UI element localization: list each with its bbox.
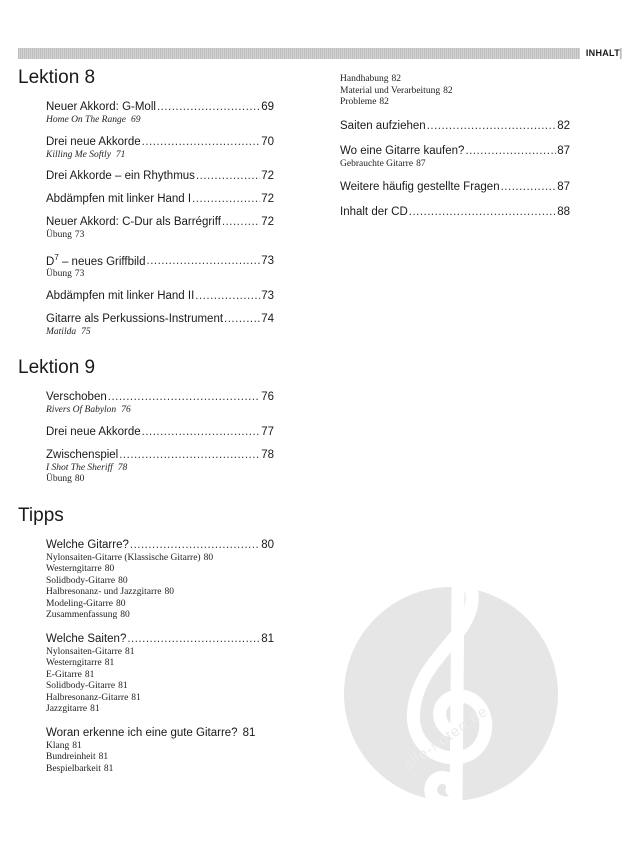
toc-subentry[interactable] — [46, 647, 274, 659]
toc-entry-title: Drei neue Akkorde — [46, 425, 141, 438]
section-heading: Lektion 8 — [18, 67, 96, 88]
subentry-page: 71 — [115, 149, 126, 160]
toc-entry-title: Verschoben — [46, 391, 107, 404]
page-number: 72 — [261, 216, 274, 228]
toc-entry-line[interactable] — [46, 448, 274, 463]
toc-subentry[interactable] — [340, 97, 570, 109]
toc-subentry[interactable] — [340, 74, 570, 86]
toc-subentry[interactable] — [46, 230, 274, 242]
page-number: 73 — [261, 255, 274, 268]
toc-entry-line[interactable] — [340, 180, 570, 195]
toc-entry-line[interactable] — [46, 632, 274, 647]
toc-entry — [46, 135, 274, 162]
subentry-title: Klang — [46, 740, 70, 751]
subentry-title: Gebrauchte Gitarre — [340, 158, 414, 169]
chord-superscript: 7 — [54, 252, 59, 262]
toc-entry — [46, 312, 274, 339]
subentry-page: 80 — [104, 564, 115, 575]
subentry-title: Material und Verarbeitung — [340, 85, 441, 96]
subentry-page: 82 — [391, 74, 402, 84]
section-heading: Tipps — [18, 504, 64, 526]
toc-entry-title: Wo eine Gitarre kaufen? — [340, 144, 465, 157]
toc-entry-title — [46, 250, 146, 270]
subentry-page: 81 — [84, 669, 95, 680]
toc-entry — [46, 448, 274, 486]
subentry-page: 80 — [164, 587, 175, 598]
subentry-page: 81 — [118, 681, 128, 692]
subentry-title: Halbresonanz- und Jazzgitarre — [46, 587, 162, 598]
page-number: 81 — [242, 726, 256, 739]
subentry-page: 81 — [124, 646, 135, 657]
dot-leader — [127, 632, 260, 647]
subentry-page: 73 — [74, 230, 85, 240]
subentry-page: 81 — [103, 763, 114, 774]
subentry-title: Nylonsaiten-Gitarre (Klassische Gitarre) — [46, 552, 201, 563]
page-number: 81 — [261, 632, 274, 645]
toc-entry-title: Abdämpfen mit linker Hand I — [46, 193, 192, 205]
toc-entry-title: Neuer Akkord: G-Moll — [46, 101, 156, 113]
toc-entry-title: Woran erkenne ich eine gute Gitarre? — [46, 726, 238, 739]
page-number: 88 — [557, 206, 570, 218]
toc-entry-title: Weitere häufig gestellte Fragen — [340, 181, 500, 193]
dot-leader — [409, 205, 556, 220]
dot-leader — [224, 312, 260, 327]
toc-subentry[interactable] — [340, 159, 570, 171]
subentry-page: 80 — [116, 598, 126, 609]
toc-entry — [340, 180, 570, 195]
subentry-title: Home On The Range — [46, 115, 126, 125]
toc-entry-line[interactable] — [46, 289, 274, 304]
subentry-page: 81 — [104, 658, 115, 669]
toc-entry — [46, 538, 274, 622]
subentry-title: Bespielbarkeit — [46, 763, 101, 774]
toc-entry — [340, 205, 570, 220]
subentry-page: 76 — [121, 405, 131, 416]
dot-leader — [108, 390, 260, 405]
toc-entry-line[interactable] — [46, 169, 274, 184]
toc-subentry[interactable] — [46, 670, 274, 682]
toc-subentry[interactable] — [46, 681, 274, 693]
toc-entry — [46, 169, 274, 184]
toc-entry — [46, 632, 274, 716]
dot-leader — [196, 169, 260, 184]
subentry-page: 81 — [98, 752, 109, 763]
toc-subentry[interactable] — [46, 587, 274, 599]
subentry-title: E-Gitarre — [46, 669, 82, 680]
subentry-title: Solidbody-Gitarre — [46, 575, 116, 586]
toc-entry-title: Zwischenspiel — [46, 448, 119, 461]
page-number: 87 — [557, 181, 570, 193]
subentry-title: Solidbody-Gitarre — [46, 681, 116, 692]
subentry-title: Rivers Of Babylon — [46, 405, 117, 416]
page-number: 74 — [261, 312, 274, 325]
subentry-title: Übung — [46, 230, 72, 240]
toc-entry — [46, 192, 274, 207]
toc-subentry[interactable] — [46, 564, 274, 576]
subentry-title: Probleme — [340, 97, 377, 107]
toc-entry-line[interactable] — [46, 135, 274, 150]
subentry-title: Bundreinheit — [46, 752, 96, 763]
page-number: 72 — [261, 193, 274, 205]
toc-subentry[interactable] — [46, 610, 274, 622]
subentry-title: I Shot The Sheriff — [46, 462, 113, 473]
subentry-page: 82 — [379, 97, 389, 107]
toc-entry — [46, 289, 274, 304]
toc-entry-line[interactable] — [46, 100, 274, 115]
subentry-page: 69 — [130, 115, 141, 125]
toc-entry — [46, 100, 274, 127]
subentry-page: 80 — [118, 575, 128, 586]
dot-leader — [147, 254, 261, 269]
watermark-text: alle-noten.de — [400, 702, 492, 774]
toc-entry-line[interactable] — [46, 312, 274, 327]
toc-entry-line[interactable] — [340, 205, 570, 220]
subentry-page: 81 — [72, 740, 82, 751]
toc-subentry[interactable] — [46, 474, 274, 486]
dot-leader — [222, 215, 260, 230]
subentry-page: 80 — [203, 552, 214, 563]
subentry-title: Handhabung — [340, 74, 389, 84]
toc-entry-title: Welche Saiten? — [46, 632, 127, 645]
toc-continued-subentries — [340, 74, 570, 109]
toc-entry-title: Abdämpfen mit linker Hand II — [46, 289, 195, 302]
toc-entry-line[interactable] — [46, 538, 274, 553]
toc-entry-line[interactable] — [46, 425, 274, 440]
toc-entry — [46, 390, 274, 417]
subentry-title: Nylonsaiten-Gitarre — [46, 646, 122, 657]
toc-entry-title: Welche Gitarre? — [46, 538, 129, 551]
subentry-title: Zusammenfassung — [46, 610, 118, 621]
section-heading: Lektion 9 — [18, 357, 96, 379]
page-number: 77 — [261, 425, 274, 438]
toc-subentry[interactable] — [46, 704, 274, 716]
subentry-page: 87 — [416, 158, 426, 169]
dot-leader — [427, 119, 557, 134]
toc-entry-line[interactable] — [46, 250, 274, 270]
toc-entry — [46, 726, 274, 776]
toc-subentry[interactable] — [46, 115, 274, 127]
page-number: 82 — [557, 119, 570, 132]
toc-entry — [46, 425, 274, 440]
subentry-title: Halbresonanz-Gitarre — [46, 692, 129, 703]
subentry-title: Matilda — [46, 326, 77, 337]
toc-entry-title: Saiten aufziehen — [340, 119, 426, 132]
toc-entry-line[interactable] — [46, 726, 274, 741]
subentry-page: 80 — [74, 474, 85, 485]
dot-leader — [192, 192, 260, 207]
toc-entry-line[interactable] — [46, 192, 274, 207]
toc-left-column — [18, 66, 274, 793]
subentry-page: 82 — [443, 85, 453, 96]
page-number: 76 — [261, 391, 274, 404]
page-number: 73 — [261, 289, 274, 302]
toc-entry-title: Drei neue Akkorde — [46, 135, 141, 148]
toc-subentry[interactable] — [46, 150, 274, 162]
toc-right-column — [340, 74, 570, 230]
toc-subentry[interactable] — [46, 599, 274, 611]
toc-subentry[interactable] — [46, 752, 274, 764]
toc-entry — [340, 119, 570, 134]
page-number: 70 — [261, 135, 274, 148]
dot-leader — [142, 135, 261, 150]
subentry-title: Modeling-Gitarre — [46, 598, 114, 609]
toc-entry-line[interactable] — [46, 215, 274, 230]
toc-entry — [46, 250, 274, 281]
subentry-page: 80 — [120, 610, 130, 621]
section-header-label: INHALT — [580, 46, 620, 60]
dot-leader — [119, 448, 260, 463]
toc-section — [18, 504, 274, 776]
subentry-page: 75 — [81, 326, 91, 337]
chord-name: D — [46, 255, 55, 268]
toc-subentry[interactable] — [46, 693, 274, 705]
subentry-title: Übung — [46, 269, 72, 280]
subentry-page: 78 — [117, 462, 128, 473]
dot-leader — [501, 180, 557, 195]
subentry-title: Killing Me Softly — [46, 149, 111, 160]
toc-entry-title: Drei Akkorde – ein Rhythmus — [46, 170, 195, 182]
subentry-title: Übung — [46, 474, 72, 485]
dot-leader — [130, 538, 260, 553]
toc-entry-title: Gitarre als Perkussions-Instrument — [46, 312, 224, 325]
subentry-page: 81 — [90, 704, 100, 715]
toc-entry-line[interactable] — [340, 144, 570, 159]
toc-entry — [340, 144, 570, 171]
toc-subentry[interactable] — [46, 553, 274, 565]
dot-leader — [195, 289, 260, 304]
toc-subentry[interactable] — [46, 576, 274, 588]
subentry-title: Westerngitarre — [46, 658, 102, 669]
subentry-title: Jazzgitarre — [46, 704, 88, 715]
page-number: 80 — [261, 538, 274, 551]
toc-subentry[interactable] — [46, 741, 274, 753]
page-number: 87 — [557, 144, 570, 157]
toc-section — [18, 66, 274, 338]
toc-subentry[interactable] — [46, 405, 274, 417]
toc-entry-title: Neuer Akkord: C-Dur als Barrégriff — [46, 216, 221, 228]
subentry-page: 81 — [131, 692, 141, 703]
page-number: 78 — [261, 448, 274, 461]
toc-subentry[interactable] — [46, 327, 274, 339]
dot-leader — [157, 100, 260, 115]
toc-subentry[interactable] — [46, 463, 274, 475]
toc-subentry[interactable] — [340, 86, 570, 98]
toc-subentry[interactable] — [46, 269, 274, 281]
subentry-title: Westerngitarre — [46, 564, 102, 575]
toc-entry-title-rest: – neues Griffbild — [58, 255, 146, 268]
toc-entry-line[interactable] — [340, 119, 570, 134]
subentry-page: 73 — [74, 269, 85, 280]
header-rule — [18, 48, 622, 59]
toc-section — [18, 356, 274, 486]
dot-leader — [465, 144, 556, 159]
page-number: 69 — [261, 101, 274, 113]
toc-entry-line[interactable] — [46, 390, 274, 405]
dot-leader — [142, 425, 261, 440]
toc-subentry[interactable] — [46, 764, 274, 776]
toc-subentry[interactable] — [46, 658, 274, 670]
watermark — [344, 568, 558, 814]
page-number: 72 — [261, 170, 274, 182]
toc-entry — [46, 215, 274, 242]
toc-entry-title: Inhalt der CD — [340, 206, 408, 218]
